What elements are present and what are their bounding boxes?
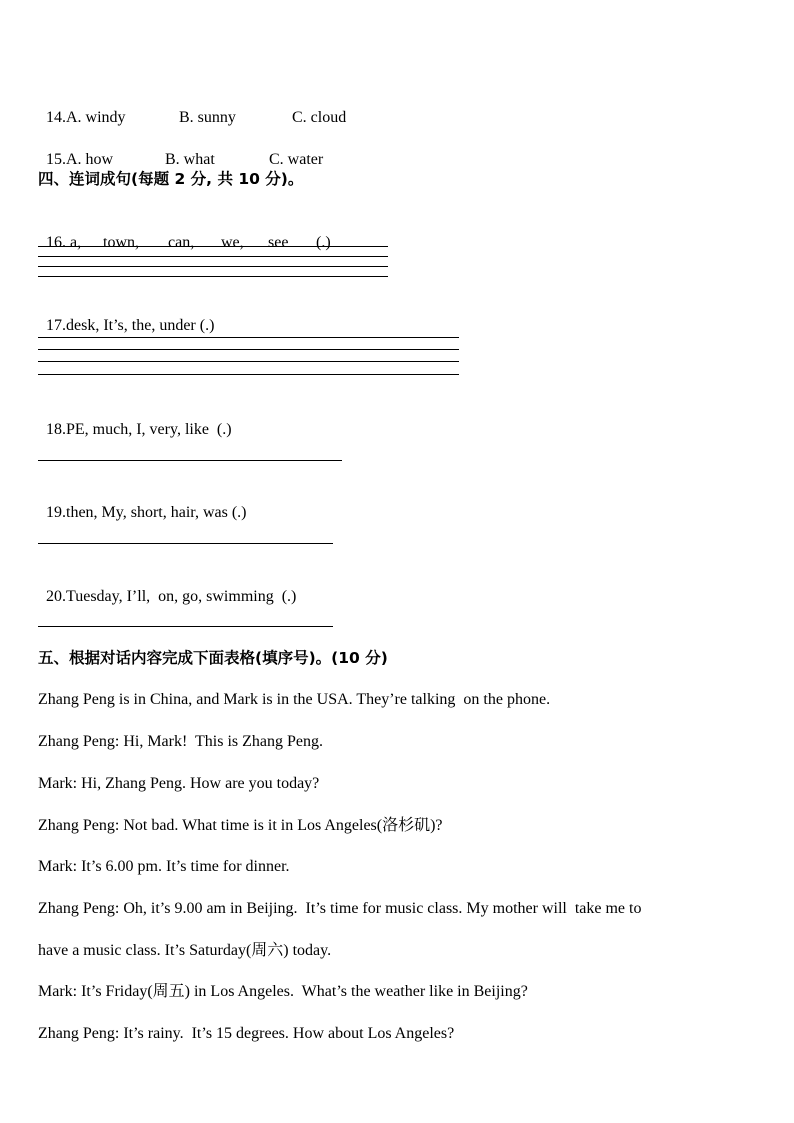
question-15 — [38, 130, 323, 170]
word: (.) — [316, 234, 331, 251]
question-19 — [38, 483, 247, 523]
answer-line — [38, 246, 388, 247]
answer-line — [38, 361, 459, 362]
question-number: 19. — [46, 504, 66, 521]
question-18 — [38, 400, 232, 440]
question-number: 15. — [46, 151, 66, 168]
words: PE, much, I, very, like (.) — [66, 421, 232, 438]
option-a: A. windy — [66, 109, 126, 126]
dialogue-line: Zhang Peng: Not bad. What time is it in Los Angeles(洛杉矶)? — [38, 817, 443, 834]
word: town, — [103, 234, 139, 251]
question-17 — [38, 296, 214, 336]
answer-line — [38, 374, 459, 375]
word: see — [268, 234, 289, 251]
word: we, — [221, 234, 244, 251]
dialogue-line: Zhang Peng: It’s rainy. It’s 15 degrees. How about Los Angeles? — [38, 1025, 455, 1042]
word: a, — [66, 234, 82, 251]
words: Tuesday, I’ll, on, go, swimming (.) — [66, 588, 297, 605]
question-number: 20. — [46, 588, 66, 605]
question-number: 18. — [46, 421, 66, 438]
question-number: 14. — [46, 109, 66, 126]
words: then, My, short, hair, was (.) — [66, 504, 247, 521]
dialogue-line: Mark: It’s 6.00 pm. It’s time for dinner. — [38, 858, 290, 875]
answer-line — [38, 276, 388, 277]
word: can, — [168, 234, 195, 251]
dialogue-line: have a music class. It’s Saturday(周六) today. — [38, 942, 332, 959]
words: desk, It’s, the, under (.) — [66, 317, 215, 334]
question-16 — [38, 213, 331, 253]
answer-line — [38, 543, 333, 544]
option-b: B. sunny — [179, 109, 236, 126]
answer-line — [38, 460, 342, 461]
dialogue-line: Zhang Peng: Oh, it’s 9.00 am in Beijing. It’s time for music class. My mother will take me to — [38, 900, 642, 917]
answer-line — [38, 349, 459, 350]
dialogue-line: Mark: It’s Friday(周五) in Los Angeles. What’s the weather like in Beijing? — [38, 983, 528, 1000]
answer-line — [38, 626, 333, 627]
section-4-heading: 四、连词成句(每题 2 分, 共 10 分)。 — [38, 170, 304, 188]
section-5-heading: 五、根据对话内容完成下面表格(填序号)。(10 分) — [38, 649, 388, 667]
option-c: C. water — [269, 151, 324, 168]
question-14 — [38, 88, 346, 128]
answer-line — [38, 337, 459, 338]
dialogue-line: Zhang Peng: Hi, Mark! This is Zhang Peng. — [38, 733, 324, 750]
question-20 — [38, 567, 296, 607]
question-number: 17. — [46, 317, 66, 334]
option-b: B. what — [165, 151, 215, 168]
question-number: 16. — [46, 234, 66, 251]
answer-line — [38, 256, 388, 257]
option-a: A. how — [66, 151, 114, 168]
dialogue-line: Mark: Hi, Zhang Peng. How are you today? — [38, 775, 320, 792]
option-c: C. cloud — [292, 109, 347, 126]
dialogue-line: Zhang Peng is in China, and Mark is in the USA. They’re talking on the phone. — [38, 691, 551, 708]
answer-line — [38, 266, 388, 267]
